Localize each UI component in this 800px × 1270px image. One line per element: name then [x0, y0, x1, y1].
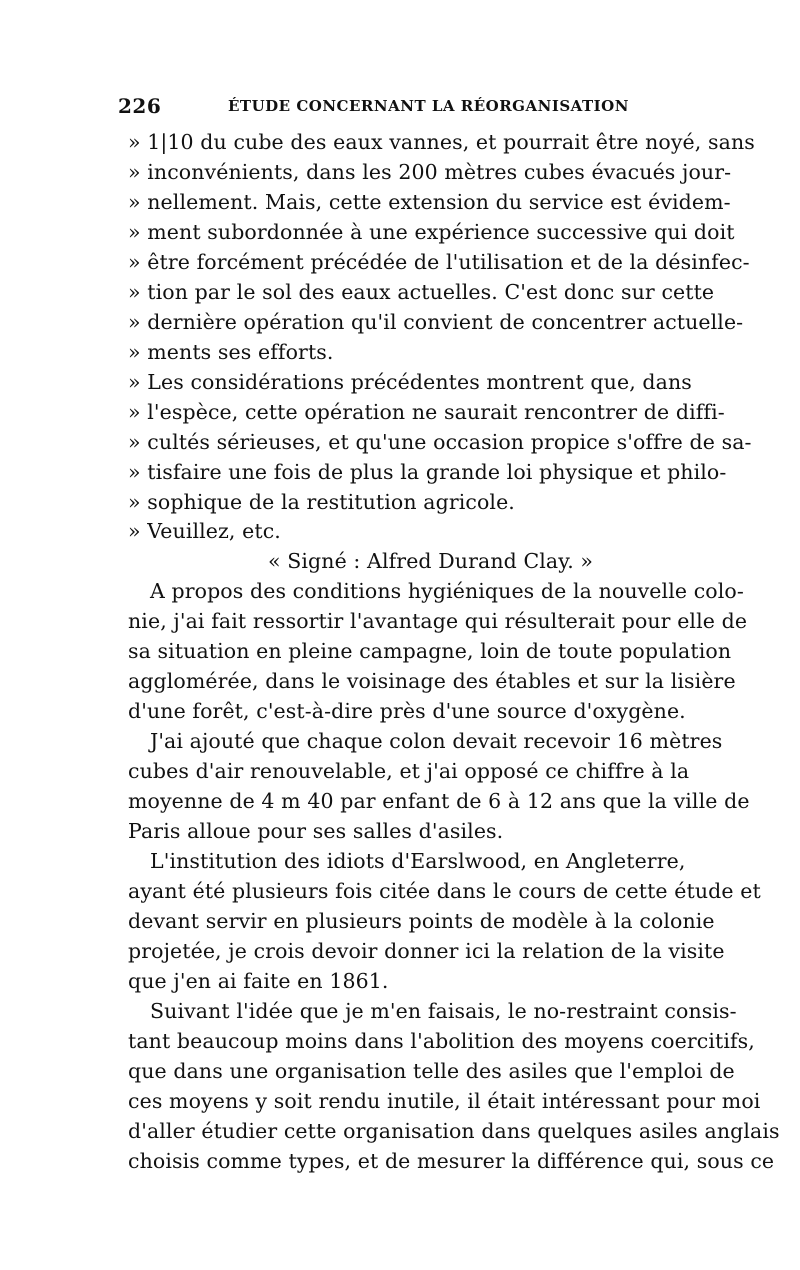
text-line: que dans une organisation telle des asiles que l'emploi de [128, 1059, 735, 1083]
running-title: ÉTUDE CONCERNANT LA RÉORGANISATION [228, 97, 629, 115]
text-line: J'ai ajouté que chaque colon devait recevoir 16 mètres [150, 729, 723, 753]
signature-line: « Signé : Alfred Durand Clay. » [268, 549, 594, 573]
page-header [118, 90, 678, 120]
text-line: Paris alloue pour ses salles d'asiles. [128, 819, 504, 843]
text-line: A propos des conditions hygiéniques de la nouvelle colo- [150, 579, 744, 603]
text-line: cubes d'air renouvelable, et j'ai opposé ce chiffre à la [128, 759, 690, 783]
text-line: projetée, je crois devoir donner ici la relation de la visite [128, 939, 725, 963]
text-line: » inconvénients, dans les 200 mètres cubes évacués jour- [128, 160, 732, 184]
text-line: L'institution des idiots d'Earslwood, en Angleterre, [150, 849, 686, 873]
text-line: » nellement. Mais, cette extension du service est évidem- [128, 190, 731, 214]
text-line: moyenne de 4 m 40 par enfant de 6 à 12 ans que la ville de [128, 789, 750, 813]
text-line: » Veuillez, etc. [128, 519, 281, 543]
text-line: » 1|10 du cube des eaux vannes, et pourrait être noyé, sans [128, 130, 755, 154]
text-line: ces moyens y soit rendu inutile, il était intéressant pour moi [128, 1089, 761, 1113]
text-line: d'aller étudier cette organisation dans quelques asiles anglais [128, 1119, 780, 1143]
text-line: » tion par le sol des eaux actuelles. C'est donc sur cette [128, 280, 715, 304]
text-line: » cultés sérieuses, et qu'une occasion propice s'offre de sa- [128, 430, 752, 454]
text-line: sa situation en pleine campagne, loin de toute population [128, 639, 732, 663]
text-line: choisis comme types, et de mesurer la différence qui, sous ce [128, 1149, 775, 1173]
page-number: 226 [118, 94, 162, 118]
text-line: » l'espèce, cette opération ne saurait rencontrer de diffi- [128, 400, 725, 424]
text-line: » dernière opération qu'il convient de concentrer actuelle- [128, 310, 744, 334]
text-line: » Les considérations précédentes montrent que, dans [128, 370, 692, 394]
text-line: » ments ses efforts. [128, 340, 334, 364]
text-line: » tisfaire une fois de plus la grande loi physique et philo- [128, 460, 727, 484]
text-line: d'une forêt, c'est-à-dire près d'une source d'oxygène. [128, 699, 686, 723]
text-line: devant servir en plusieurs points de modèle à la colonie [128, 909, 715, 933]
text-line: agglomérée, dans le voisinage des étables et sur la lisière [128, 669, 736, 693]
text-line: » sophique de la restitution agricole. [128, 490, 515, 514]
text-line: » ment subordonnée à une expérience successive qui doit [128, 220, 735, 244]
text-line: Suivant l'idée que je m'en faisais, le no-restraint consis- [150, 999, 737, 1023]
text-line: ayant été plusieurs fois citée dans le cours de cette étude et [128, 879, 761, 903]
text-line: nie, j'ai fait ressortir l'avantage qui résulterait pour elle de [128, 609, 748, 633]
text-line: » être forcément précédée de l'utilisation et de la désinfec- [128, 250, 750, 274]
text-line: tant beaucoup moins dans l'abolition des moyens coercitifs, [128, 1029, 755, 1053]
text-line: que j'en ai faite en 1861. [128, 969, 389, 993]
